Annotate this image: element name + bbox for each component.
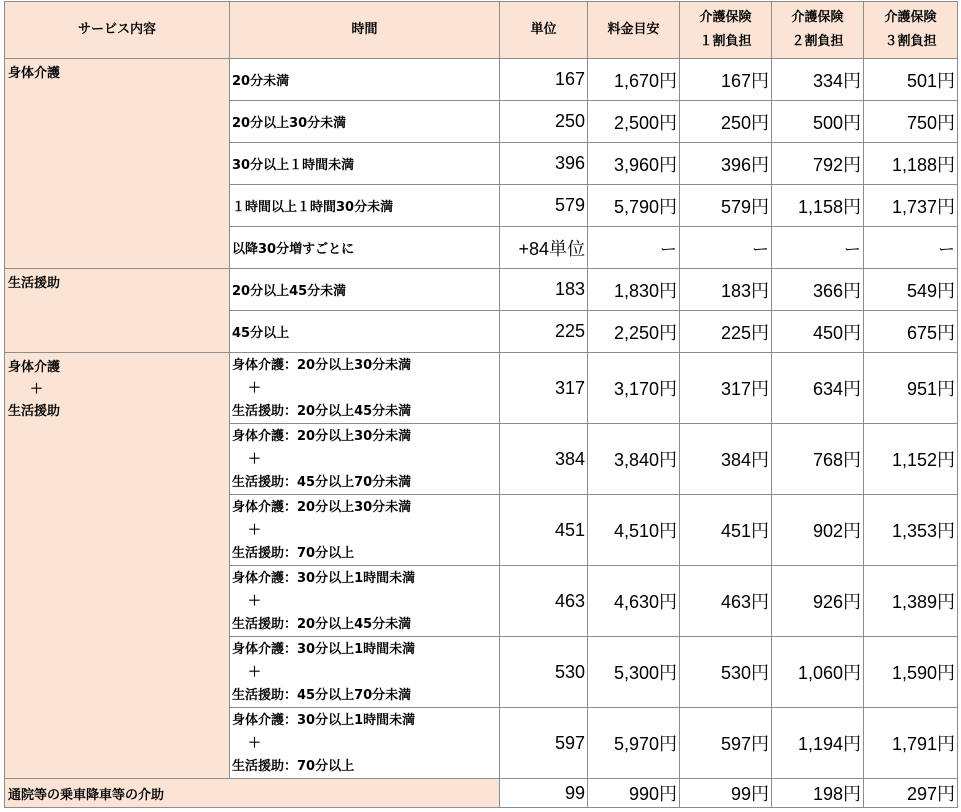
combo-physical: 身体介護：30分以上1時間未満: [232, 570, 416, 586]
care2-cell: 926円: [772, 566, 864, 637]
time-cell: 20分以上30分未満: [230, 101, 500, 143]
care3-cell: 1,188円: [864, 143, 958, 185]
care3-cell: 1,791円: [864, 708, 958, 779]
fee-cell: 990円: [588, 779, 680, 808]
header-fee: 料金目安: [588, 2, 680, 59]
care1-cell: 579円: [680, 185, 772, 227]
table-row: [5, 269, 958, 311]
care1-cell: 317円: [680, 353, 772, 424]
care3-cell: 1,152円: [864, 424, 958, 495]
care3-cell: 297円: [864, 779, 958, 808]
care2-cell: 366円: [772, 269, 864, 311]
service-combined-line1: 身体介護: [8, 360, 61, 375]
care2-cell: 334円: [772, 59, 864, 101]
fee-cell: 4,630円: [588, 566, 680, 637]
unit-cell: 225: [500, 311, 588, 353]
header-care2-line1: 介護保険: [791, 10, 844, 25]
combo-time-cell: [230, 353, 500, 424]
care1-cell: ー: [680, 227, 772, 269]
service-combined-line2: 生活援助: [8, 404, 61, 419]
care3-cell: 501円: [864, 59, 958, 101]
unit-cell: +84単位: [500, 227, 588, 269]
care3-cell: ー: [864, 227, 958, 269]
fee-cell: 5,970円: [588, 708, 680, 779]
care3-cell: 675円: [864, 311, 958, 353]
table-row: [5, 353, 958, 424]
table-row: [5, 779, 958, 808]
combo-time-cell: [230, 495, 500, 566]
combo-life: 生活援助：70分以上: [232, 545, 355, 561]
service-life-support: 生活援助: [5, 269, 230, 353]
header-time: 時間: [230, 2, 500, 59]
care2-cell: 198円: [772, 779, 864, 808]
care2-cell: 792円: [772, 143, 864, 185]
unit-cell: 597: [500, 708, 588, 779]
care1-cell: 225円: [680, 311, 772, 353]
header-service: サービス内容: [5, 2, 230, 59]
care2-cell: 902円: [772, 495, 864, 566]
fee-cell: 3,170円: [588, 353, 680, 424]
combo-time-cell: [230, 708, 500, 779]
care1-cell: 250円: [680, 101, 772, 143]
fee-cell: 5,790円: [588, 185, 680, 227]
unit-cell: 579: [500, 185, 588, 227]
header-care3: [864, 2, 958, 59]
time-cell: 以降30分増すごとに: [230, 227, 500, 269]
header-care1: [680, 2, 772, 59]
combo-life: 生活援助：45分以上70分未満: [232, 687, 412, 703]
care1-cell: 597円: [680, 708, 772, 779]
care2-cell: 450円: [772, 311, 864, 353]
care2-cell: 1,194円: [772, 708, 864, 779]
care2-cell: 1,158円: [772, 185, 864, 227]
care2-cell: ー: [772, 227, 864, 269]
service-transport-assist: 通院等の乗車降車等の介助: [5, 779, 500, 808]
unit-cell: 384: [500, 424, 588, 495]
care1-cell: 183円: [680, 269, 772, 311]
care1-cell: 396円: [680, 143, 772, 185]
header-care1-line1: 介護保険: [699, 10, 752, 25]
combo-time-cell: [230, 424, 500, 495]
care3-cell: 1,389円: [864, 566, 958, 637]
care3-cell: 1,737円: [864, 185, 958, 227]
header-unit: 単位: [500, 2, 588, 59]
fee-cell: 2,250円: [588, 311, 680, 353]
care1-cell: 384円: [680, 424, 772, 495]
combo-life: 生活援助：70分以上: [232, 758, 355, 774]
fee-cell: 1,830円: [588, 269, 680, 311]
time-cell: 20分以上45分未満: [230, 269, 500, 311]
combo-physical: 身体介護：20分以上30分未満: [232, 428, 412, 444]
unit-cell: 530: [500, 637, 588, 708]
fee-cell: 3,840円: [588, 424, 680, 495]
time-cell: 45分以上: [230, 311, 500, 353]
care2-cell: 1,060円: [772, 637, 864, 708]
care1-cell: 99円: [680, 779, 772, 808]
header-care1-line2: １割負担: [699, 34, 752, 49]
unit-cell: 183: [500, 269, 588, 311]
care3-cell: 951円: [864, 353, 958, 424]
care2-cell: 634円: [772, 353, 864, 424]
combo-time-cell: [230, 637, 500, 708]
care3-cell: 549円: [864, 269, 958, 311]
service-physical-care: 身体介護: [5, 59, 230, 269]
combo-plus: ＋: [248, 380, 262, 396]
unit-cell: 167: [500, 59, 588, 101]
combo-plus: ＋: [248, 664, 262, 680]
unit-cell: 250: [500, 101, 588, 143]
care3-cell: 1,353円: [864, 495, 958, 566]
unit-cell: 396: [500, 143, 588, 185]
table-header-row: [5, 2, 958, 59]
fee-cell: 5,300円: [588, 637, 680, 708]
combo-plus: ＋: [248, 451, 262, 467]
combo-plus: ＋: [248, 522, 262, 538]
fee-cell: 2,500円: [588, 101, 680, 143]
fee-cell: 4,510円: [588, 495, 680, 566]
header-care2: [772, 2, 864, 59]
unit-cell: 451: [500, 495, 588, 566]
care3-cell: 750円: [864, 101, 958, 143]
care1-cell: 463円: [680, 566, 772, 637]
combo-physical: 身体介護：30分以上1時間未満: [232, 712, 416, 728]
time-cell: １時間以上１時間30分未満: [230, 185, 500, 227]
care2-cell: 500円: [772, 101, 864, 143]
unit-cell: 99: [500, 779, 588, 808]
combo-life: 生活援助：20分以上45分未満: [232, 403, 412, 419]
combo-time-cell: [230, 566, 500, 637]
unit-cell: 317: [500, 353, 588, 424]
combo-plus: ＋: [248, 735, 262, 751]
time-cell: 20分未満: [230, 59, 500, 101]
combo-physical: 身体介護：20分以上30分未満: [232, 357, 412, 373]
combo-life: 生活援助：45分以上70分未満: [232, 474, 412, 490]
combo-physical: 身体介護：30分以上1時間未満: [232, 641, 416, 657]
care-fee-table: [4, 1, 958, 808]
combo-physical: 身体介護：20分以上30分未満: [232, 499, 412, 515]
table-row: [5, 59, 958, 101]
fee-cell: 3,960円: [588, 143, 680, 185]
time-cell: 30分以上１時間未満: [230, 143, 500, 185]
care3-cell: 1,590円: [864, 637, 958, 708]
header-care3-line2: ３割負担: [884, 34, 937, 49]
fee-cell: 1,670円: [588, 59, 680, 101]
header-care3-line1: 介護保険: [884, 10, 937, 25]
care1-cell: 167円: [680, 59, 772, 101]
combo-life: 生活援助：20分以上45分未満: [232, 616, 412, 632]
service-combined: [5, 353, 230, 779]
care2-cell: 768円: [772, 424, 864, 495]
combo-plus: ＋: [248, 593, 262, 609]
care1-cell: 451円: [680, 495, 772, 566]
fee-cell: ー: [588, 227, 680, 269]
service-combined-plus: ＋: [30, 382, 44, 397]
unit-cell: 463: [500, 566, 588, 637]
header-care2-line2: ２割負担: [791, 34, 844, 49]
care1-cell: 530円: [680, 637, 772, 708]
